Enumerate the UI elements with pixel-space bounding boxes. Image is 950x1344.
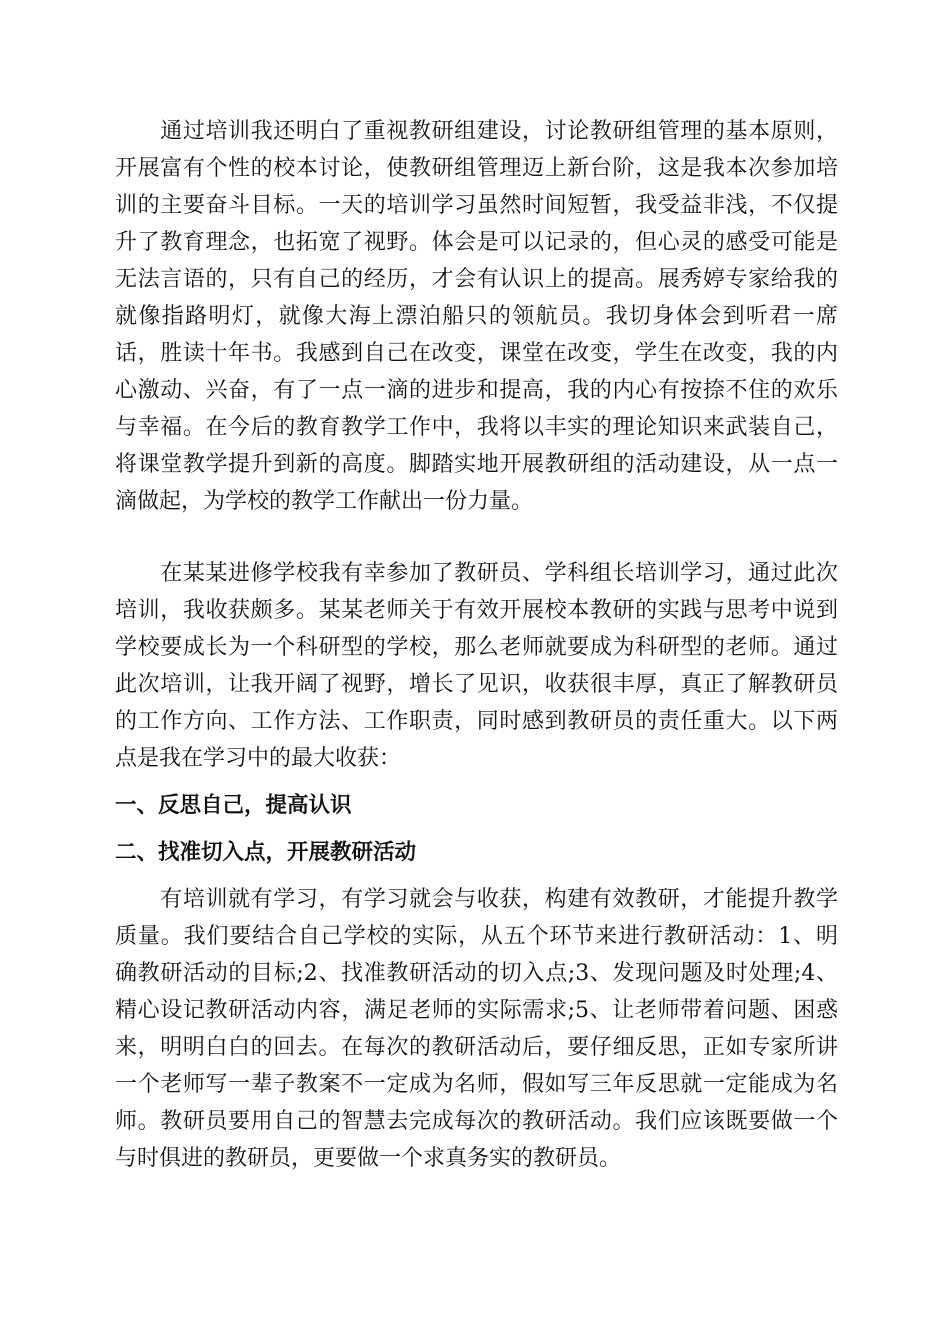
paragraph-spacer (115, 824, 838, 834)
text-line: 与幸福。在今后的教育教学工作中，我将以丰实的理论知识来武装自己， (115, 415, 838, 440)
text-line: 滴做起，为学校的教学工作献出一份力量。 (115, 489, 534, 514)
document-page (115, 113, 838, 1177)
text-line: 在某某进修学校我有幸参加了教研员、学科组长培训学习，通过此次 (115, 561, 838, 586)
section-heading-2: 二、找准切入点，开展教研活动 (115, 840, 417, 865)
text-line: 开展富有个性的校本讨论，使教研组管理迈上新台阶，这是我本次参加培 (115, 156, 838, 181)
text-line: 心激动、兴奋，有了一点一滴的进步和提高，我的内心有按捺不住的欢乐 (115, 378, 838, 403)
text-line: 师。教研员要用自己的智慧去完成每次的教研活动。我们应该既要做一个 (115, 1109, 838, 1134)
text-line: 升了教育理念，也拓宽了视野。体会是可以记录的，但心灵的感受可能是 (115, 230, 838, 255)
text-line: 培训，我收获颇多。某某老师关于有效开展校本教研的实践与思考中说到 (115, 598, 838, 623)
paragraph-spacer (115, 777, 838, 787)
text-line: 学校要成长为一个科研型的学校，那么老师就要成为科研型的老师。通过 (115, 635, 838, 660)
text-line: 一个老师写一辈子教案不一定成为名师，假如写三年反思就一定能成为名 (115, 1072, 838, 1097)
text-line: 的工作方向、工作方法、工作职责，同时感到教研员的责任重大。以下两 (115, 709, 838, 734)
text-line: 来，明明白白的回去。在每次的教研活动后，要仔细反思，正如专家所讲 (115, 1035, 838, 1060)
paragraph-spacer (115, 520, 838, 555)
text-line: 有培训就有学习，有学习就会与收获，构建有效教研，才能提升教学 (115, 887, 838, 912)
paragraph-1 (115, 113, 838, 520)
text-line: 训的主要奋斗目标。一天的培训学习虽然时间短暂，我受益非浅，不仅提 (115, 193, 838, 218)
text-line: 通过培训我还明白了重视教研组建设，讨论教研组管理的基本原则， (115, 119, 838, 144)
text-line: 质量。我们要结合自己学校的实际，从五个环节来进行教研活动：1、明 (115, 924, 838, 949)
text-line: 点是我在学习中的最大收获： (115, 746, 402, 771)
text-line: 将课堂教学提升到新的高度。脚踏实地开展教研组的活动建设，从一点一 (115, 452, 838, 477)
text-line: 无法言语的，只有自己的经历，才会有认识上的提高。展秀婷专家给我的 (115, 267, 838, 292)
text-line: 确教研活动的目标;2、找准教研活动的切入点;3、发现问题及时处理;4、 (115, 961, 838, 986)
text-line: 精心设记教研活动内容，满足老师的实际需求;5、让老师带着问题、困惑 (115, 998, 838, 1023)
paragraph-spacer (115, 871, 838, 881)
paragraph-2 (115, 555, 838, 777)
text-line: 就像指路明灯，就像大海上漂泊船只的领航员。我切身体会到听君一席 (115, 304, 838, 329)
text-line: 此次培训，让我开阔了视野，增长了见识，收获很丰厚，真正了解教研员 (115, 672, 838, 697)
paragraph-3 (115, 881, 838, 1177)
text-line: 话，胜读十年书。我感到自己在改变，课堂在改变，学生在改变，我的内 (115, 341, 838, 366)
text-line: 与时俱进的教研员，更要做一个求真务实的教研员。 (115, 1146, 622, 1171)
section-heading-1: 一、反思自己，提高认识 (115, 793, 352, 818)
